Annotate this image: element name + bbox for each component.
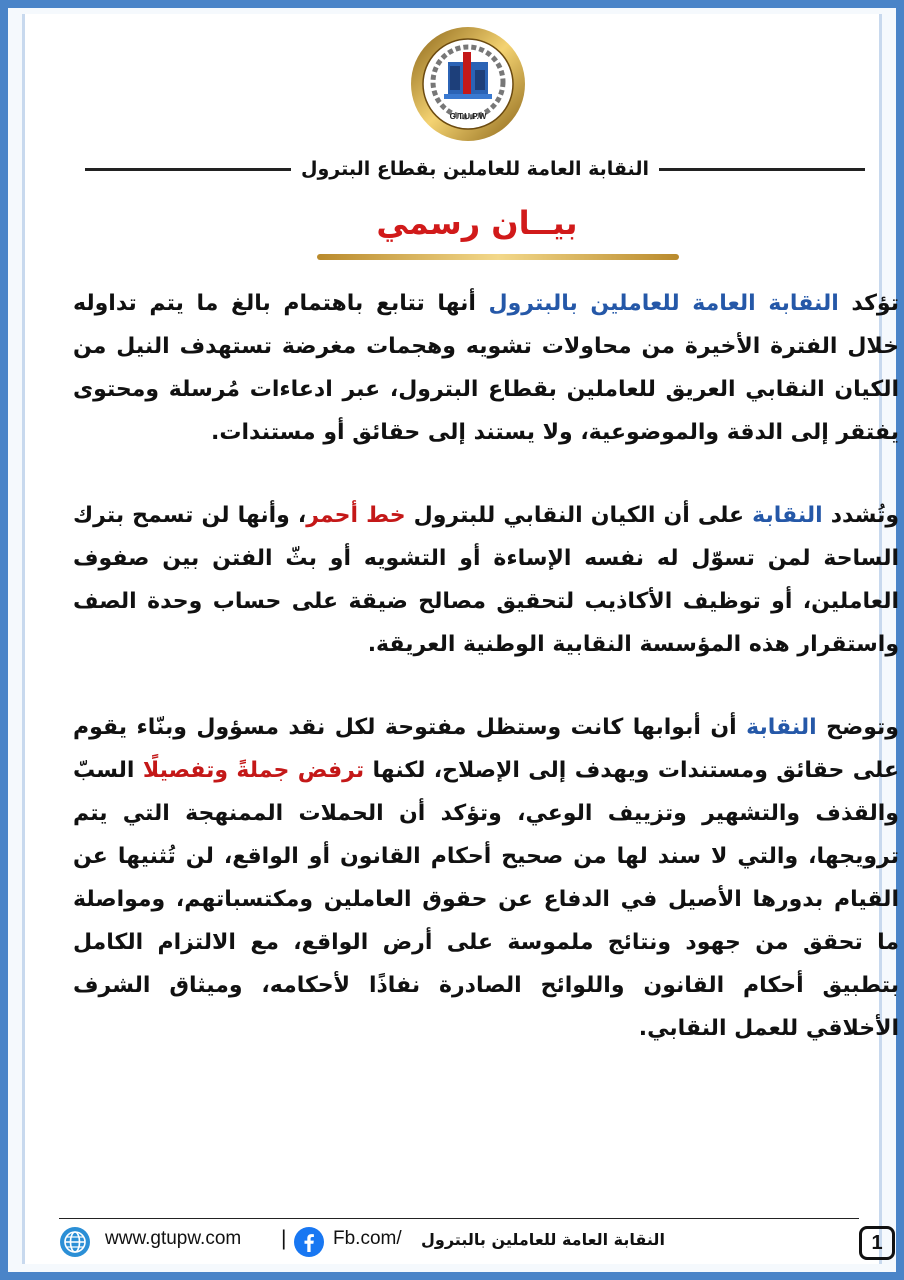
p2-text-e: ، وأنها لن تسمح بترك الساحة لمن تسوّل له نفسه الإساءة أو التشويه أو بثّ الفتن بين صفوف العاملين، أو توظيف الأكاذيب لتحقيق مصالح ضيقة على حساب وحدة الصف واستقرار هذه المؤسسة النقابية الوطنية العريقة. [73,503,899,657]
union-header [85,154,865,184]
footer-rule [59,1218,859,1219]
paragraph-2 [73,494,899,666]
footer-separator: | [281,1227,287,1250]
union-logo [408,24,528,144]
page-number: 1 [859,1226,895,1260]
title-underline [317,254,679,260]
statement-body [73,282,899,1090]
p2-highlight-red-line: خط أحمر [306,503,406,528]
p2-text-c: على أن الكيان النقابي للبترول [405,503,753,528]
paragraph-3 [73,706,899,1050]
logo-text: G.T.U.P.W [449,112,487,121]
page-sheet [22,14,900,1264]
footer [59,1222,899,1266]
p3-highlight-union: النقابة [746,715,817,740]
facebook-link-prefix[interactable]: Fb.com/ [333,1228,402,1249]
p2-highlight-union: النقابة [752,503,823,528]
p1-text-c: أنها تتابع باهتمام بالغ ما يتم تداوله خلال الفترة الأخيرة من محاولات تشويه وهجمات مغرضة تستهدف النيل من الكيان النقابي العريق للعاملين بقطاع البترول، عبر ادعاءات مُرسلة ومحتوى يفتقر إلى الدقة والموضوعية، ولا يستند إلى حقائق أو مستندات. [73,291,899,445]
header-rule-right [659,168,865,171]
p3-text-a: وتوضح [816,715,899,740]
statement-title: بيــان رسمي [376,204,578,242]
p1-highlight-union: النقابة العامة للعاملين بالبترول [488,291,839,316]
union-name: النقابة العامة للعاملين بقطاع البترول [301,158,649,180]
header-rule-left [85,168,291,171]
p1-text-a: تؤكد [838,291,899,316]
p3-highlight-reject: ترفض جملةً وتفصيلًا [142,758,365,783]
p2-text-a: وتُشدد [822,503,900,528]
facebook-page-name[interactable]: النقابة العامة للعاملين بالبترول [421,1230,665,1249]
paragraph-1 [73,282,899,454]
p3-text-e: السبّ والقذف والتشهير وتزييف الوعي، وتؤكد أن الحملات الممنهجة التي يتم ترويجها، والتي لا سند لها من صحيح أحكام القانون أو الواقع، لن تُثنيها عن القيام بدورها الأصيل في الدفاع عن حقوق العاملين ومكتسباتهم، ومواصلة ما تحقق من جهود ونتائج ملموسة على أرض الواقع، مع الالتزام الكامل بتطبيق أحكام القانون واللوائح الصادرة نفاذًا لأحكامه، وميثاق الشرف الأخلاقي للعمل النقابي. [73,758,899,1041]
facebook-icon [293,1226,325,1258]
p3-text-c: أن أبوابها كانت وستظل مفتوحة لكل نقد مسؤول وبنّاء يقوم على حقائق ومستندات ويهدف إلى الإصلاح، لكنها [73,715,900,783]
website-link[interactable]: www.gtupw.com [105,1228,242,1249]
globe-icon [59,1226,91,1258]
